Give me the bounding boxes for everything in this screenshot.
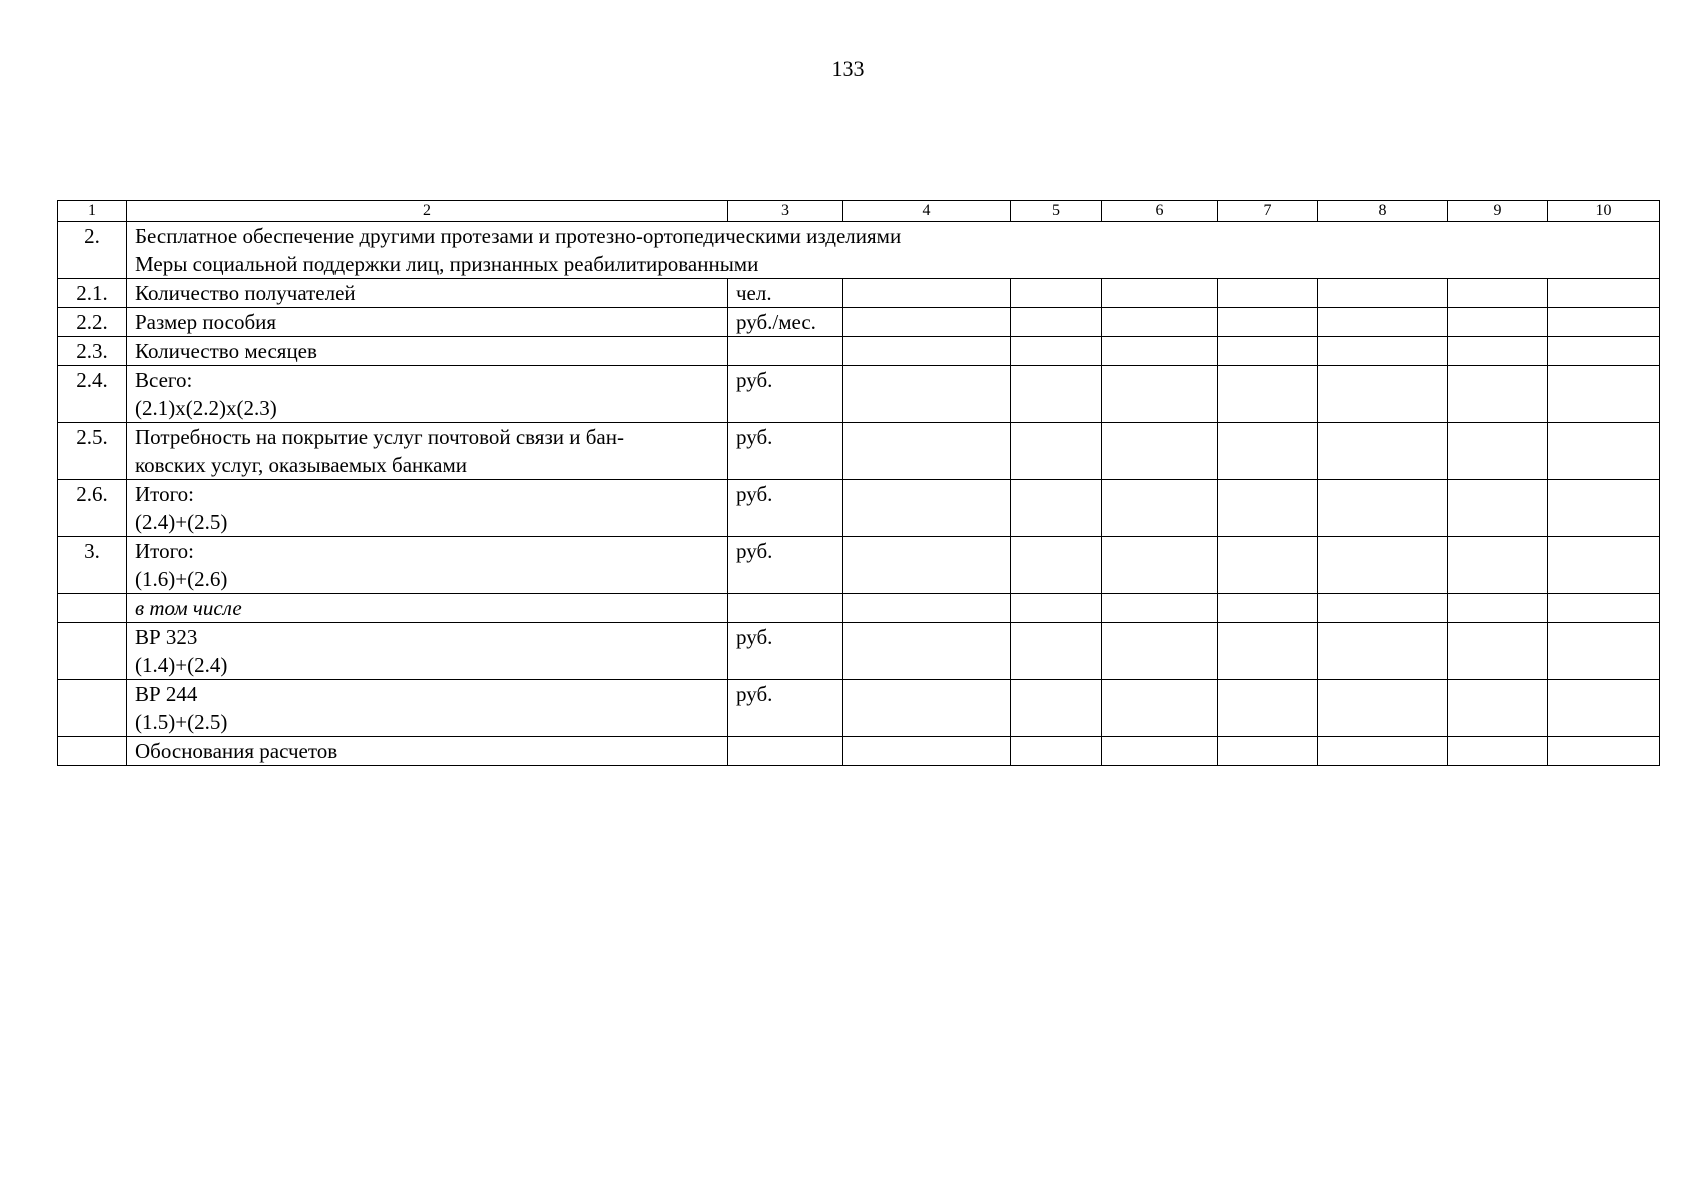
row-number: 2.2. <box>58 308 127 337</box>
section-subtitle-line: Меры социальной поддержки лиц, признанных реабилитированными <box>135 252 759 276</box>
value-cell <box>1011 537 1102 594</box>
row-text: Всего: <box>135 368 193 392</box>
row-text: Обоснования расчетов <box>135 739 338 763</box>
row-number: 2.3. <box>58 337 127 366</box>
value-cell <box>843 680 1011 737</box>
column-header: 5 <box>1011 201 1102 222</box>
row-unit: руб. <box>728 366 843 423</box>
row-formula: (1.6)+(2.6) <box>135 567 228 591</box>
value-cell <box>1318 537 1448 594</box>
row-description <box>127 623 728 680</box>
column-header: 8 <box>1318 201 1448 222</box>
table-row <box>58 279 1660 308</box>
row-number <box>58 594 127 623</box>
row-number: 3. <box>58 537 127 594</box>
table-row <box>58 680 1660 737</box>
value-cell <box>1218 594 1318 623</box>
row-text: Итого: <box>135 539 194 563</box>
row-number: 2.1. <box>58 279 127 308</box>
row-formula: (1.5)+(2.5) <box>135 710 228 734</box>
value-cell <box>843 308 1011 337</box>
value-cell <box>1011 279 1102 308</box>
value-cell <box>1218 537 1318 594</box>
value-cell <box>1448 480 1548 537</box>
row-description <box>127 423 728 480</box>
row-unit <box>728 594 843 623</box>
section-title-line: Бесплатное обеспечение другими протезами и протезно-ортопедическими изделиями <box>135 224 902 248</box>
value-cell <box>1548 279 1660 308</box>
value-cell <box>1318 423 1448 480</box>
row-number: 2.6. <box>58 480 127 537</box>
value-cell <box>1218 366 1318 423</box>
value-cell <box>843 279 1011 308</box>
value-cell <box>1548 366 1660 423</box>
value-cell <box>1448 737 1548 766</box>
value-cell <box>1448 623 1548 680</box>
row-unit: руб. <box>728 680 843 737</box>
row-unit: руб./мес. <box>728 308 843 337</box>
value-cell <box>1548 423 1660 480</box>
page-number: 133 <box>831 56 865 81</box>
value-cell <box>1011 737 1102 766</box>
row-text: Количество получателей <box>135 281 356 305</box>
value-cell <box>1318 623 1448 680</box>
value-cell <box>1318 308 1448 337</box>
row-number: 2.5. <box>58 423 127 480</box>
value-cell <box>1102 623 1218 680</box>
value-cell <box>1318 480 1448 537</box>
value-cell <box>1318 594 1448 623</box>
table-row <box>58 623 1660 680</box>
value-cell <box>1102 423 1218 480</box>
table-row <box>58 366 1660 423</box>
value-cell <box>843 366 1011 423</box>
value-cell <box>1318 337 1448 366</box>
row-text: Количество месяцев <box>135 339 317 363</box>
value-cell <box>1448 366 1548 423</box>
value-cell <box>843 594 1011 623</box>
value-cell <box>1011 680 1102 737</box>
column-header: 10 <box>1548 201 1660 222</box>
value-cell <box>1448 680 1548 737</box>
value-cell <box>1011 480 1102 537</box>
row-text: ВР 244 <box>135 682 198 706</box>
value-cell <box>1102 308 1218 337</box>
row-unit: руб. <box>728 537 843 594</box>
value-cell <box>1011 594 1102 623</box>
value-cell <box>1318 366 1448 423</box>
row-description <box>127 337 728 366</box>
value-cell <box>1218 680 1318 737</box>
value-cell <box>1102 737 1218 766</box>
value-cell <box>1318 737 1448 766</box>
table-row <box>58 308 1660 337</box>
value-cell <box>1318 680 1448 737</box>
row-description <box>127 366 728 423</box>
value-cell <box>1218 279 1318 308</box>
value-cell <box>1102 680 1218 737</box>
value-cell <box>1548 623 1660 680</box>
table-row <box>58 337 1660 366</box>
header-row <box>58 201 1660 222</box>
value-cell <box>1548 680 1660 737</box>
row-number <box>58 680 127 737</box>
column-header: 7 <box>1218 201 1318 222</box>
row-formula: (1.4)+(2.4) <box>135 653 228 677</box>
value-cell <box>843 623 1011 680</box>
row-unit: чел. <box>728 279 843 308</box>
value-cell <box>843 737 1011 766</box>
row-description <box>127 480 728 537</box>
value-cell <box>1448 537 1548 594</box>
column-header: 2 <box>127 201 728 222</box>
value-cell <box>1448 423 1548 480</box>
table-row <box>58 594 1660 623</box>
value-cell <box>1218 737 1318 766</box>
value-cell <box>1011 337 1102 366</box>
value-cell <box>1548 308 1660 337</box>
value-cell <box>1102 480 1218 537</box>
table-body <box>58 222 1660 766</box>
value-cell <box>843 337 1011 366</box>
row-unit: руб. <box>728 623 843 680</box>
row-unit <box>728 337 843 366</box>
column-header: 4 <box>843 201 1011 222</box>
row-description <box>127 680 728 737</box>
value-cell <box>1548 480 1660 537</box>
value-cell <box>1218 623 1318 680</box>
value-cell <box>1102 279 1218 308</box>
row-text: ВР 323 <box>135 625 198 649</box>
column-header: 3 <box>728 201 843 222</box>
row-text: Размер пособия <box>135 310 277 334</box>
row-description <box>127 737 728 766</box>
column-header: 9 <box>1448 201 1548 222</box>
value-cell <box>1218 308 1318 337</box>
row-unit: руб. <box>728 480 843 537</box>
table-row <box>58 737 1660 766</box>
value-cell <box>1548 737 1660 766</box>
value-cell <box>1011 308 1102 337</box>
row-number <box>58 623 127 680</box>
table-row <box>58 423 1660 480</box>
row-description <box>127 308 728 337</box>
value-cell <box>843 480 1011 537</box>
value-cell <box>1448 308 1548 337</box>
value-cell <box>1011 366 1102 423</box>
row-number: 2.4. <box>58 366 127 423</box>
row-text: ковских услуг, оказываемых банками <box>135 453 468 477</box>
value-cell <box>1102 594 1218 623</box>
section-title <box>127 222 1660 279</box>
row-unit <box>728 737 843 766</box>
row-text: Итого: <box>135 482 194 506</box>
section-row <box>58 222 1660 279</box>
value-cell <box>1011 423 1102 480</box>
value-cell <box>1448 594 1548 623</box>
row-description <box>127 594 728 623</box>
value-cell <box>1318 279 1448 308</box>
value-cell <box>1448 337 1548 366</box>
column-header: 6 <box>1102 201 1218 222</box>
value-cell <box>1102 366 1218 423</box>
row-formula: (2.1)x(2.2)x(2.3) <box>135 396 277 420</box>
row-formula: (2.4)+(2.5) <box>135 510 228 534</box>
row-text: Потребность на покрытие услуг почтовой связи и бан- <box>135 425 624 449</box>
value-cell <box>1548 337 1660 366</box>
row-number <box>58 737 127 766</box>
row-number: 2. <box>58 222 127 279</box>
table-row <box>58 480 1660 537</box>
value-cell <box>1011 623 1102 680</box>
column-header: 1 <box>58 201 127 222</box>
value-cell <box>843 423 1011 480</box>
value-cell <box>1102 537 1218 594</box>
value-cell <box>1548 594 1660 623</box>
value-cell <box>843 537 1011 594</box>
value-cell <box>1448 279 1548 308</box>
data-table <box>57 200 1660 766</box>
value-cell <box>1548 537 1660 594</box>
row-unit: руб. <box>728 423 843 480</box>
value-cell <box>1218 423 1318 480</box>
value-cell <box>1218 337 1318 366</box>
table-header <box>58 201 1660 222</box>
row-description <box>127 279 728 308</box>
row-text: в том числе <box>135 596 242 620</box>
row-description <box>127 537 728 594</box>
table-row <box>58 537 1660 594</box>
value-cell <box>1102 337 1218 366</box>
value-cell <box>1218 480 1318 537</box>
